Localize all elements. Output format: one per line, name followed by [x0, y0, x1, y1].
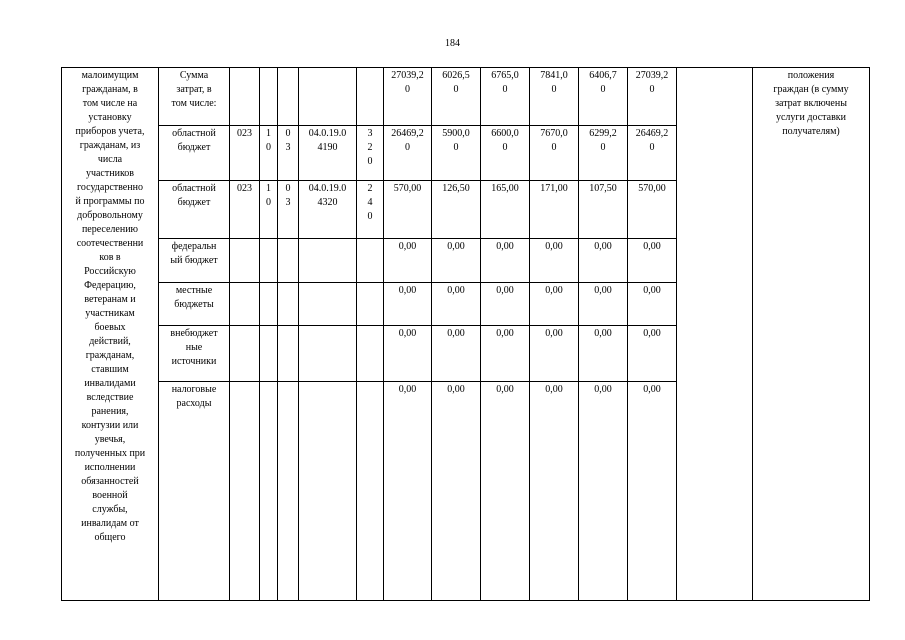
amount-cell — [384, 68, 432, 126]
amount-value: 0 — [551, 84, 557, 95]
subsection-code-cell — [278, 283, 299, 326]
funding-source: областной — [172, 128, 216, 139]
amount-cell — [628, 68, 677, 126]
amount-value: 0,00 — [545, 328, 563, 339]
event-description-line: службы, — [92, 504, 128, 515]
amount-cell — [481, 239, 530, 283]
funding-source-cell — [159, 283, 230, 326]
amount-cell — [384, 126, 432, 181]
executor-cell — [677, 68, 753, 601]
amount-cell — [384, 239, 432, 283]
amount-value: 27039,2 — [391, 70, 424, 81]
note-line: услуги доставки — [775, 112, 847, 123]
event-description-line: установку — [88, 112, 132, 123]
funding-source: затрат, в — [176, 84, 212, 95]
event-description-line: добровольному — [77, 210, 143, 221]
amount-cell — [432, 181, 481, 239]
note-line: положения — [787, 70, 835, 81]
amount-value: 6406,7 — [589, 70, 617, 81]
expense-type-code-cell — [357, 68, 384, 126]
funding-source: ый бюджет — [170, 255, 218, 266]
subsection-code: 3 — [285, 197, 291, 208]
event-description-line: гражданам, — [85, 350, 135, 361]
amount-cell — [579, 239, 628, 283]
amount-value: 6600,0 — [491, 128, 519, 139]
subsection-code-cell — [278, 382, 299, 601]
event-description-line: приборов учета, — [75, 126, 145, 137]
section-code-cell — [260, 239, 278, 283]
amount-value: 0 — [453, 84, 459, 95]
amount-value: 570,00 — [638, 183, 666, 194]
expense-type-code-cell — [357, 126, 384, 181]
section-code-cell — [260, 126, 278, 181]
expense-type-code: 0 — [367, 211, 373, 222]
expense-type-code-cell — [357, 283, 384, 326]
grbs-code-cell — [230, 239, 260, 283]
event-description-line: военной — [92, 490, 128, 501]
amount-value: 0,00 — [545, 285, 563, 296]
expense-type-code: 2 — [367, 142, 373, 153]
amount-value: 0 — [649, 142, 655, 153]
amount-cell — [628, 239, 677, 283]
grbs-code-cell — [230, 181, 260, 239]
amount-value: 0,00 — [398, 285, 417, 296]
funding-source: источники — [171, 356, 217, 367]
amount-value: 0 — [502, 84, 508, 95]
amount-cell — [432, 68, 481, 126]
amount-value: 0,00 — [545, 384, 563, 395]
grbs-code-cell — [230, 126, 260, 181]
amount-value: 0,00 — [594, 328, 612, 339]
funding-source-cell — [159, 68, 230, 126]
amount-value: 7670,0 — [540, 128, 568, 139]
target-article-code-cell — [299, 382, 357, 601]
amount-cell — [481, 283, 530, 326]
funding-source-cell — [159, 382, 230, 601]
grbs-code: 023 — [237, 183, 252, 194]
amount-cell — [530, 283, 579, 326]
amount-cell — [579, 382, 628, 601]
amount-cell — [481, 68, 530, 126]
event-description-line: действий, — [89, 336, 131, 347]
event-description-line: гражданам, в — [82, 84, 138, 95]
grbs-code-cell — [230, 326, 260, 382]
amount-value: 0,00 — [398, 241, 417, 252]
amount-value: 0,00 — [496, 328, 514, 339]
event-description-line: вследствие — [86, 392, 134, 403]
event-description-line: ветеранам и — [84, 294, 136, 305]
amount-value: 0,00 — [447, 328, 465, 339]
subsection-code-cell — [278, 326, 299, 382]
amount-value: 0,00 — [398, 328, 417, 339]
amount-value: 107,50 — [589, 183, 617, 194]
funding-source: Сумма — [179, 70, 209, 81]
event-description-line: боевых — [94, 322, 126, 333]
amount-value: 0,00 — [594, 285, 612, 296]
amount-value: 0,00 — [594, 241, 612, 252]
grbs-code-cell — [230, 283, 260, 326]
amount-value: 0,00 — [643, 241, 661, 252]
amount-cell — [384, 181, 432, 239]
amount-value: 26469,2 — [635, 128, 669, 139]
section-code: 1 — [266, 183, 271, 194]
amount-cell — [481, 126, 530, 181]
amount-value: 0 — [453, 142, 459, 153]
funding-source: областной — [172, 183, 216, 194]
amount-value: 0,00 — [643, 285, 661, 296]
target-article-code: 4190 — [317, 142, 338, 153]
subsection-code-cell — [278, 239, 299, 283]
amount-cell — [530, 382, 579, 601]
amount-value: 0 — [551, 142, 557, 153]
section-code-cell — [260, 283, 278, 326]
section-code: 0 — [266, 197, 271, 208]
event-description-line: малоимущим — [81, 70, 139, 81]
event-description-line: том числе на — [82, 98, 138, 109]
target-article-code-cell — [299, 283, 357, 326]
expense-type-code-cell — [357, 239, 384, 283]
amount-value: 5900,0 — [442, 128, 470, 139]
amount-value: 6026,5 — [442, 70, 470, 81]
funding-source: внебюджет — [170, 328, 218, 339]
page-number: 184 — [445, 38, 460, 49]
amount-value: 0,00 — [496, 285, 514, 296]
subsection-code: 3 — [285, 142, 291, 153]
event-description-line: исполнении — [84, 462, 136, 473]
amount-value: 7841,0 — [540, 70, 568, 81]
event-description-cell — [62, 68, 159, 601]
amount-cell — [579, 283, 628, 326]
amount-cell — [481, 181, 530, 239]
funding-source: бюджет — [177, 197, 211, 208]
event-description-line: Федерацию, — [84, 280, 136, 291]
amount-cell — [481, 382, 530, 601]
grbs-code-cell — [230, 382, 260, 601]
event-description-line: соотечественни — [76, 238, 144, 249]
event-description-line: общего — [94, 532, 126, 543]
event-description-line: Российскую — [84, 266, 136, 277]
amount-value: 0,00 — [643, 384, 661, 395]
amount-value: 0 — [405, 142, 410, 153]
funding-source: том числе: — [171, 98, 217, 109]
amount-cell — [432, 126, 481, 181]
event-description-line: участникам — [85, 308, 135, 319]
amount-cell — [530, 68, 579, 126]
section-code-cell — [260, 382, 278, 601]
amount-cell — [384, 283, 432, 326]
subsection-code-cell — [278, 68, 299, 126]
amount-cell — [628, 181, 677, 239]
expense-type-code-cell — [357, 326, 384, 382]
section-code-cell — [260, 68, 278, 126]
funding-source-cell — [159, 181, 230, 239]
note-cell — [753, 68, 870, 601]
target-article-code: 04.0.19.0 — [308, 183, 347, 194]
target-article-code: 4320 — [317, 197, 338, 208]
amount-value: 0,00 — [545, 241, 563, 252]
amount-value: 0,00 — [594, 384, 612, 395]
amount-cell — [628, 126, 677, 181]
amount-cell — [579, 68, 628, 126]
expense-type-code-cell — [357, 181, 384, 239]
amount-value: 0,00 — [447, 241, 465, 252]
event-description-line: полученных при — [74, 448, 146, 459]
section-code-cell — [260, 326, 278, 382]
amount-value: 0,00 — [496, 384, 514, 395]
amount-value: 165,00 — [491, 183, 519, 194]
amount-value: 6299,2 — [589, 128, 617, 139]
amount-value: 0 — [600, 84, 606, 95]
event-description-line: обязанностей — [81, 476, 139, 487]
amount-cell — [628, 382, 677, 601]
expense-type-code: 4 — [367, 197, 373, 208]
subsection-code: 0 — [285, 128, 291, 139]
amount-cell — [579, 326, 628, 382]
event-description-line: ранения, — [91, 406, 129, 417]
target-article-code: 04.0.19.0 — [308, 128, 347, 139]
event-description-line: ков в — [99, 252, 121, 263]
amount-cell — [432, 239, 481, 283]
amount-cell — [579, 181, 628, 239]
event-description-line: участников — [85, 168, 135, 179]
amount-cell — [432, 382, 481, 601]
event-description-line: ставшим — [91, 364, 129, 375]
event-description-line: числа — [97, 154, 123, 165]
amount-value: 0,00 — [496, 241, 514, 252]
note-line: затрат включены — [775, 98, 847, 109]
amount-value: 0,00 — [643, 328, 661, 339]
event-description-line: й программы по — [75, 196, 145, 207]
target-article-code-cell — [299, 126, 357, 181]
expense-type-code-cell — [357, 382, 384, 601]
amount-cell — [579, 126, 628, 181]
funding-source: расходы — [176, 398, 212, 409]
amount-cell — [384, 326, 432, 382]
amount-value: 0,00 — [447, 384, 465, 395]
amount-cell — [481, 326, 530, 382]
funding-source-cell — [159, 126, 230, 181]
amount-cell — [432, 326, 481, 382]
amount-value: 0 — [649, 84, 655, 95]
funding-source: бюджет — [177, 142, 211, 153]
amount-cell — [628, 283, 677, 326]
amount-value: 570,00 — [393, 183, 422, 194]
amount-value: 0 — [405, 84, 410, 95]
section-code: 0 — [266, 142, 271, 153]
note-line: граждан (в сумму — [773, 84, 849, 95]
table-row — [62, 68, 870, 126]
subsection-code-cell — [278, 181, 299, 239]
amount-cell — [432, 283, 481, 326]
amount-value: 0,00 — [398, 384, 417, 395]
note-line: получателям) — [782, 126, 840, 137]
amount-cell — [384, 382, 432, 601]
funding-source: федеральн — [171, 241, 217, 252]
amount-value: 27039,2 — [635, 70, 669, 81]
amount-cell — [530, 326, 579, 382]
event-description-line: контузии или — [81, 420, 139, 431]
section-code-cell — [260, 181, 278, 239]
funding-source: местные — [175, 285, 213, 296]
event-description-line: государственно — [77, 182, 143, 193]
amount-cell — [530, 126, 579, 181]
amount-cell — [628, 326, 677, 382]
amount-cell — [530, 181, 579, 239]
expense-type-code: 0 — [367, 156, 373, 167]
amount-value: 0 — [502, 142, 508, 153]
amount-value: 6765,0 — [491, 70, 519, 81]
funding-source: ные — [185, 342, 203, 353]
funding-source-cell — [159, 239, 230, 283]
event-description-line: инвалидами — [84, 378, 136, 389]
funding-source: бюджеты — [174, 299, 214, 310]
event-description-line: переселению — [81, 224, 139, 235]
grbs-code: 023 — [237, 128, 252, 139]
funding-source: налоговые — [171, 384, 217, 395]
amount-value: 0,00 — [447, 285, 465, 296]
subsection-code-cell — [278, 126, 299, 181]
section-code: 1 — [266, 128, 271, 139]
event-description-line: увечья, — [94, 434, 126, 445]
grbs-code-cell — [230, 68, 260, 126]
subsection-code: 0 — [285, 183, 291, 194]
amount-value: 0 — [600, 142, 606, 153]
target-article-code-cell — [299, 181, 357, 239]
funding-source-cell — [159, 326, 230, 382]
budget-table — [61, 67, 870, 601]
target-article-code-cell — [299, 326, 357, 382]
expense-type-code: 2 — [367, 183, 373, 194]
event-description-line: инвалидам от — [81, 518, 139, 529]
amount-value: 126,50 — [442, 183, 470, 194]
amount-value: 26469,2 — [391, 128, 424, 139]
amount-value: 171,00 — [540, 183, 568, 194]
expense-type-code: 3 — [367, 128, 373, 139]
event-description-line: гражданам, из — [79, 140, 141, 151]
amount-cell — [530, 239, 579, 283]
target-article-code-cell — [299, 239, 357, 283]
target-article-code-cell — [299, 68, 357, 126]
